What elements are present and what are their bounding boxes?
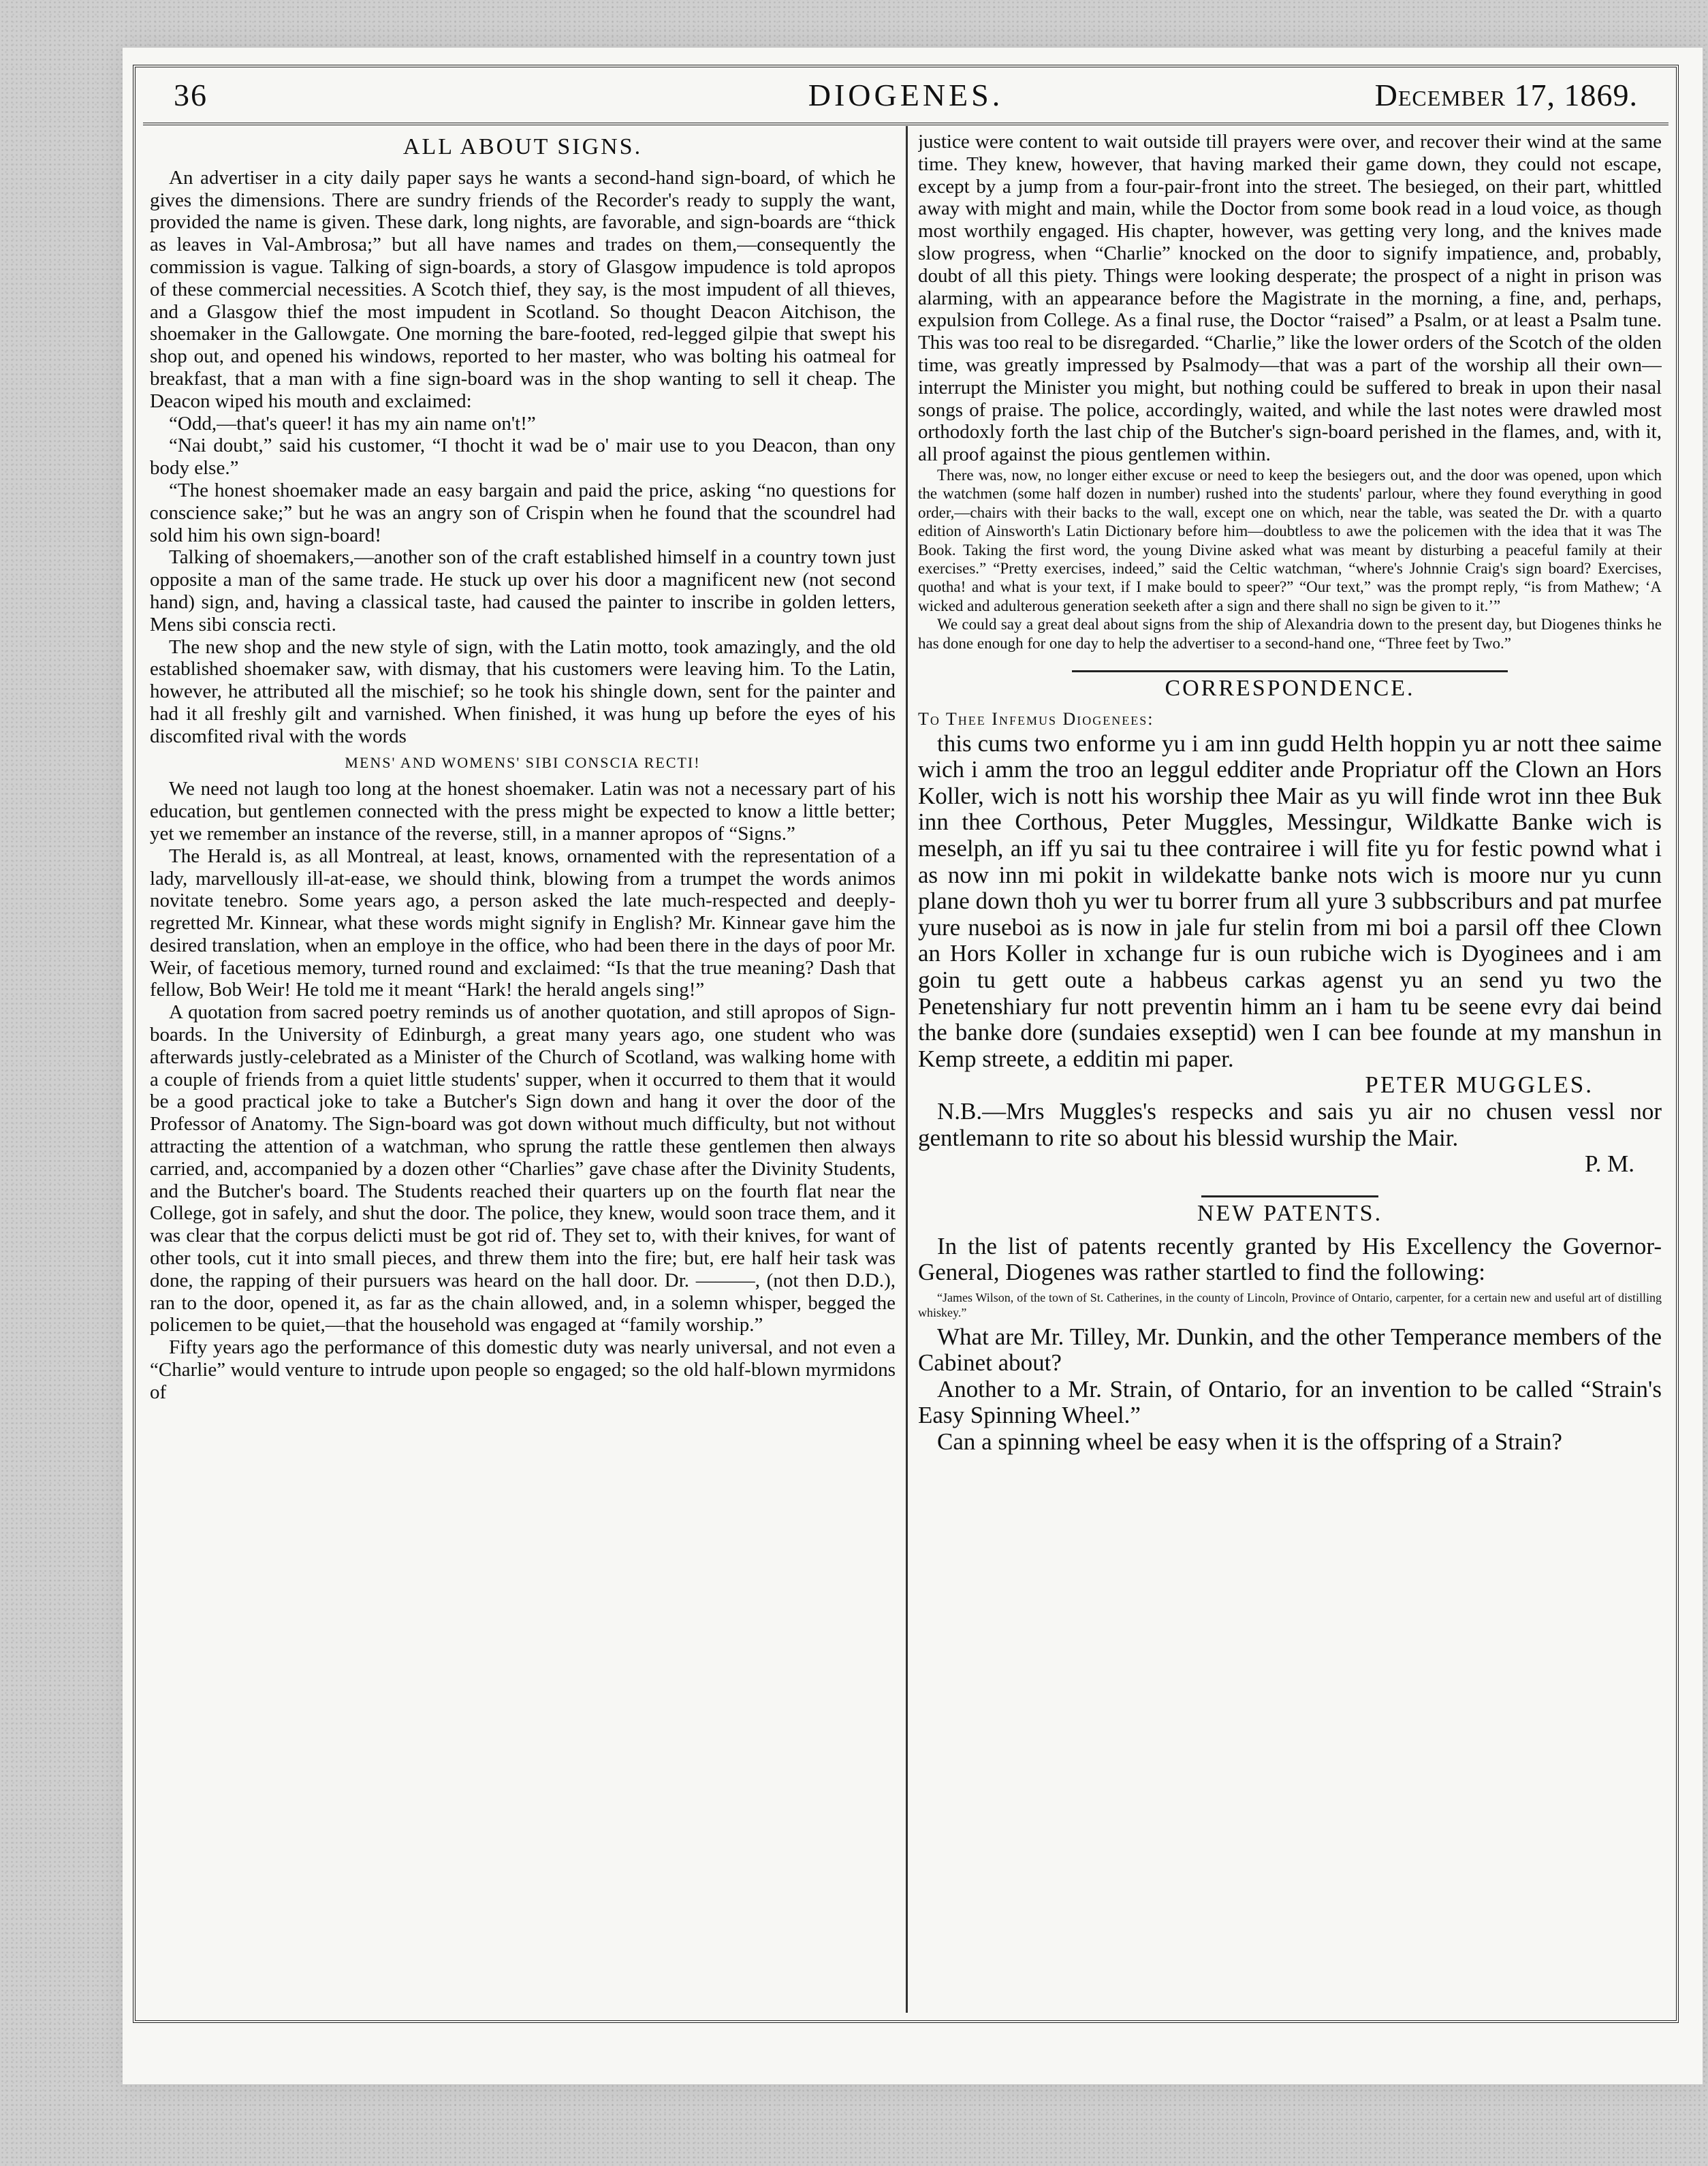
article-paragraph: In the list of patents recently granted by His Excellency the Governor-General, Diogenes was rather startled to find the following:	[918, 1232, 1662, 1286]
article-paragraph: There was, now, no longer either excuse or need to keep the besiegers out, and the door was opened, upon which the watchmen (some half dozen in number) rushed into the students' parlour, where they found everything in good order,—chairs with their backs to the wall, except one on which, near the table, was seated the Dr. with a quarto edition of Ainsworth's Latin Dictionary before him—doubtless to awe the policemen with the idea that it was The Book. Taking the first word, the young Divine asked what was meant by disturbing a peaceful family at their exercises.” “Pretty exercises, indeed,” said the Celtic watchman, “where's Johnnie Craig's sign board? Exercises, quotha! and what is your text, if I make bould to speer?” “Our text,” was the prompt reply, “is from Mathew; ‘A wicked and adulterous generation seeketh after a sign and there shall no sign be given to it.’”	[918, 466, 1662, 614]
section-rule	[1072, 670, 1508, 672]
article-paragraph: “Odd,—that's queer! it has my ain name on't!”	[169, 412, 536, 435]
article-paragraph: Another to a Mr. Strain, of Ontario, for an invention to be called “Strain's Easy Spinning Wheel.”	[918, 1375, 1662, 1429]
article-paragraph: Can a spinning wheel be easy when it is the offspring of a Strain?	[937, 1428, 1562, 1456]
left-column	[150, 131, 896, 1990]
section-title-correspondence: CORRESPONDENCE.	[1165, 676, 1415, 702]
column-divider	[906, 126, 908, 2013]
article-paragraph: Talking of shoemakers,—another son of the craft established himself in a country town just opposite a man of the same trade. He stuck up over his door a magnificent new (not second hand) sign, and, having a classical taste, had caused the painter to inscribe in golden letters, Mens sibi conscia recti.	[150, 546, 896, 635]
masthead-title: DIOGENES.	[808, 78, 1004, 112]
article-paragraph: The new shop and the new style of sign, with the Latin motto, took amazingly, and the old established shoemaker saw, with dismay, that his customers were leaving him. To the Latin, however, he attributed all the mischief; so he took his shingle down, sent for the painter and had it all freshly gilt and varnished. When finished, it was hung up before the eyes of his discomfited rival with the words	[150, 635, 896, 747]
letter-postscript: N.B.—Mrs Muggles's respecks and sais yu air no chusen vessl nor gentlemann to rite so about his blessid wurship the Mair.	[918, 1097, 1662, 1151]
article-paragraph: A quotation from sacred poetry reminds us of another quotation, and still apropos of Sign-boards. In the University of Edinburgh, a great many years ago, one student who was afterwards justly-celebrated as a Minister of the Church of Scotland, was walking home with a couple of friends from a quiet little students' supper, when it occurred to them that it would be a good practical joke to take a Butcher's Sign down and hang it over the door of the Professor of Anatomy. The Sign-board was got down without much difficulty, but not without attracting the attention of a watchman, who sprung the rattle these gentlemen then always carried, and, accompanied by a dozen other “Charlies” gave chase after the Divinity Students, and the Butcher's board. The Students reached their quarters up on the fourth flat near the College, got in safely, and shut the door. The police, they knew, would soon trace them, and it was clear that the corpus delicti must be got rid of. They set to, with their knives, for want of other tools, cut it into small pieces, and threw them into the fire; but, ere half heir task was done, the rapping of their pursuers was heard on the hall door. Dr. ———, (not then D.D.), ran to the door, opened it, as far as the chain allowed, and, in a solemn whisper, begged the policemen to be quiet,—that the household was engaged at “family worship.”	[150, 1001, 896, 1336]
letter-body: this cums two enforme yu i am inn gudd Helth hoppin yu ar nott thee saime wich i amm the troo an leggul edditer ande Propriatur off the Clown an Hors Koller, wich is nott his worship thee Mair as yu will finde wrot inn thee Buk inn thee Corthous, Peter Muggles, Messingur, Wildkatte Banke wich is meselph, an iff yu sai tu thee contrairee i will fite yu for festic pownd what i as now inn mi pokit in wildekatte banke nots wich is moore nur yu cunn plane down thoh yu wer tu borrer frum all yure 3 subbscriburs and pat murfee yure nuseboi as is now in jale fur stelin from mi boi a parsil off thee Clown an Hors Koller in xchange fur is oun rubiche wich is Dyoginees and i am goin tu gett oute a habbeus carkas agenst yu an send yu two the Penetenshiary fur nott preventin himm an i ham tu be seene evry dai beind the banke dore (sundaies exseptid) wen I can bee founde at my manshun in Kemp streete, a edditin mi paper.	[918, 729, 1662, 1072]
issue-date: December 17, 1869.	[1374, 78, 1638, 112]
article-paragraph: “Nai doubt,” said his customer, “I thocht it wad be o' mair use to you Deacon, than ony body else.”	[150, 435, 896, 480]
postscript-initials: P. M.	[1585, 1150, 1634, 1178]
article-paragraph: The Herald is, as all Montreal, at least, knows, ornamented with the representation of a lady, marvellously ill-at-ease, we should think, blowing from a trumpet the words animos novitate tenebro. Some years ago, a person asked the late much-respected and deeply-regretted Mr. Kinnear, what these words might signify in English? Mr. Kinnear gave him the desired translation, when an employe in the office, who had been there in the days of poor Mr. Weir, of facetious memory, turned round and exclaimed: “Is that the true meaning? Dash that fellow, Bob Weir! He told me it meant “Hark! the herald angels sing!”	[150, 845, 896, 1001]
article-paragraph: What are Mr. Tilley, Mr. Dunkin, and the other Temperance members of the Cabinet about?	[918, 1323, 1662, 1377]
letter-salutation: To Thee Infemus Diogenees:	[918, 708, 1154, 729]
sign-motto: MENS' AND WOMENS' SIBI CONSCIA RECTI!	[345, 753, 701, 771]
page-number: 36	[174, 78, 208, 112]
article-paragraph: justice were content to wait outside till prayers were over, and recover their wind at the same time. They knew, however, that having marked their game down, they could not escape, except by a jump from a four-pair-front into the street. The besieged, on their part, whittled away with might and main, while the Doctor from some book read in a loud voice, as though most worthily engaged. His chapter, however, was getting very long, and the knives made slow progress, when “Charlie” knocked on the door to signify impatience, and, probably, doubt of all this piety. Things were looking desperate; the prospect of a night in prison was alarming, with an appearance before the Magistrate in the morning, a fine, and, perhaps, expulsion from College. As a final ruse, the Doctor “raised” a Psalm, or at least a Psalm tune. This was too real to be disregarded. “Charlie,” like the lower orders of the Scotch of the olden time, was greatly impressed by Psalmody—that was a part of the worship all their own—interrupt the Minister you might, but nothing could be suffered to break in upon their nasal songs of praise. The police, accordingly, waited, and while the last notes were drawled most orthodoxly forth the last chip of the Butcher's sign-board perished in the flames, and, with it, all proof against the pious gentlemen within.	[918, 131, 1662, 466]
right-column	[918, 131, 1662, 1990]
patent-quote: “James Wilson, of the town of St. Catherines, in the county of Lincoln, Province of Ontario, carpenter, for a certain new and useful art of distilling whiskey.”	[918, 1290, 1662, 1319]
section-title-all-about-signs: ALL ABOUT SIGNS.	[402, 134, 643, 159]
page-header	[146, 72, 1665, 119]
letter-signature: PETER MUGGLES.	[1365, 1071, 1594, 1099]
section-title-new-patents: NEW PATENTS.	[1197, 1200, 1383, 1226]
article-paragraph: We could say a great deal about signs from the ship of Alexandria down to the present day, but Diogenes thinks he has done enough for one day to help the advertiser to a second-hand one, “Three feet by Two.”	[918, 616, 1662, 652]
section-rule	[1201, 1195, 1378, 1197]
header-rule	[143, 123, 1669, 125]
article-paragraph: An advertiser in a city daily paper says he wants a second-hand sign-board, of which he gives the dimensions. There are sundry friends of the Recorder's ready to supply the want, provided the name is given. These dark, long nights, are favorable, and sign-boards are “thick as leaves in Val-Ambrosa;” but all have names and trades on them,—consequently the commission is vague. Talking of sign-boards, a story of Glasgow impudence is told apropos of these commercial necessities. A Scotch thief, they say, is the most impudent of all thieves, and a Glasgow thief the most impudent in Scotland. So thought Deacon Aitchison, the shoemaker in the Gallowgate. One morning the bare-footed, red-legged gilpie that swept his shop out, and opened his windows, reported to her master, who was bolting his oatmeal for breakfast, that a man with a fine sign-board was in the shop wanting to sell it cheap. The Deacon wiped his mouth and exclaimed:	[150, 166, 896, 412]
article-paragraph: “The honest shoemaker made an easy bargain and paid the price, asking “no questions for conscience sake;” but he was an angry son of Crispin when he found that the scoundrel had sold him his own sign-board!	[150, 479, 896, 546]
article-paragraph: We need not laugh too long at the honest shoemaker. Latin was not a necessary part of his education, but gentlemen connected with the press might be expected to know a little better; yet we remember an instance of the reverse, still, in a manner apropos of “Signs.”	[150, 778, 896, 845]
article-paragraph: Fifty years ago the performance of this domestic duty was nearly universal, and not even a “Charlie” would venture to intrude upon people so engaged; so the old half-blown myrmidons of	[150, 1336, 896, 1403]
